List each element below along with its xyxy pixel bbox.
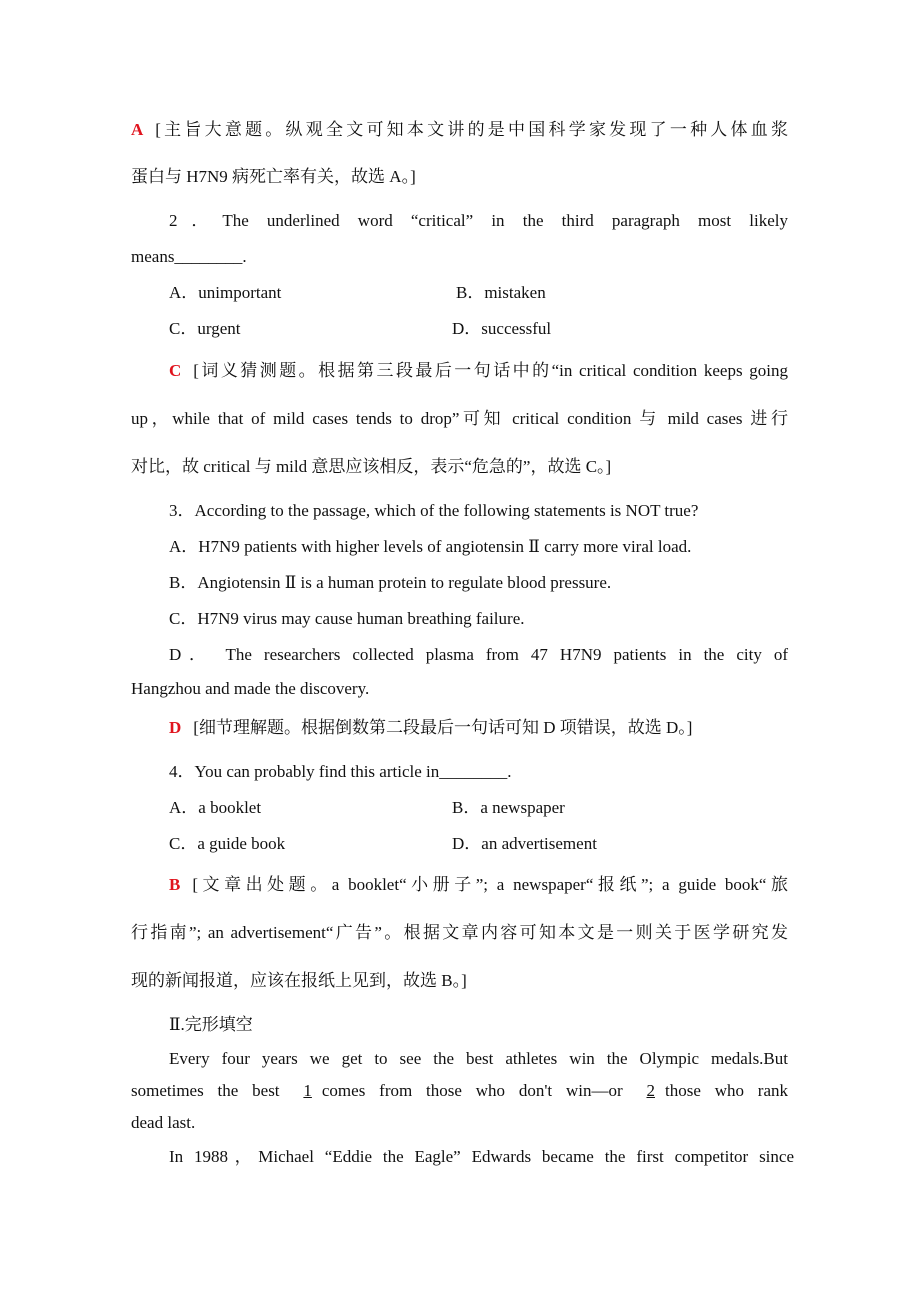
answer-letter: B xyxy=(169,875,181,894)
q2-answer-line: 对比，故 critical 与 mild 意思应该相反，表示“危急的”，故选 C。] xyxy=(131,457,612,476)
q4-option-c: C．a guide book xyxy=(169,834,286,853)
q3-option-a: A．H7N9 patients with higher levels of angiotensin Ⅱ carry more viral load. xyxy=(169,537,692,556)
answer-text: [主旨大意题。纵观全文可知本文讲的是中国科学家发现了一种人体血浆 xyxy=(155,120,788,139)
answer-text: [细节理解题。根据倒数第二段最后一句话可知 D 项错误，故选 D。] xyxy=(193,718,693,737)
answer-letter: A xyxy=(131,120,144,139)
q3-stem: 3．According to the passage, which of the following statements is NOT true? xyxy=(169,501,699,520)
answer-letter: C xyxy=(169,361,182,380)
q2-stem: 2．The underlined word “critical” in the third paragraph most likely xyxy=(169,211,788,230)
blank-1: 1 xyxy=(303,1081,312,1100)
q2-stem: means________. xyxy=(131,247,247,266)
q2-option-a: A．unimportant xyxy=(169,283,282,302)
answer-text: [词义猜测题。根据第三段最后一句话中的“in critical condition keeps going xyxy=(193,361,788,380)
q1-answer-line xyxy=(131,120,788,140)
q3-option-c: C．H7N9 virus may cause human breathing failure. xyxy=(169,609,525,628)
answer-letter: D xyxy=(169,718,182,737)
q1-answer-line: 蛋白与 H7N9 病死亡率有关，故选 A。] xyxy=(131,167,416,186)
passage-line: dead last. xyxy=(131,1113,196,1132)
q3-answer-line xyxy=(169,718,692,738)
blank-2: 2 xyxy=(646,1081,655,1100)
q4-answer-line: 现的新闻报道，应该在报纸上见到，故选 B。] xyxy=(131,971,467,990)
q3-option-d-cont: Hangzhou and made the discovery. xyxy=(131,679,370,698)
passage-text: sometimes the best xyxy=(131,1081,280,1100)
q2-option-d: D．successful xyxy=(452,319,552,338)
q4-answer-line xyxy=(169,875,788,895)
passage-line xyxy=(131,1081,788,1101)
q3-option-d: D． The researchers collected plasma from 47 H7N9 patients in the city of xyxy=(169,645,788,664)
section-title: Ⅱ.完形填空 xyxy=(169,1015,253,1034)
q4-stem: 4．You can probably find this article in________. xyxy=(169,762,512,781)
q4-option-a: A．a booklet xyxy=(169,798,262,817)
passage-text: those who rank xyxy=(664,1081,789,1100)
answer-text: [文章出处题。a booklet“小册子”; a newspaper“报纸”; a guide book“旅 xyxy=(192,875,788,894)
q2-option-c: C．urgent xyxy=(169,319,241,338)
q4-answer-line: 行指南”; an advertisement“广告”。根据文章内容可知本文是一则关于医学研究发 xyxy=(131,923,788,942)
q3-option-b: B．Angiotensin Ⅱ is a human protein to regulate blood pressure. xyxy=(169,573,612,592)
passage-text: comes from those who don't win—or xyxy=(321,1081,623,1100)
q4-option-b: B．a newspaper xyxy=(452,798,565,817)
q4-option-d: D．an advertisement xyxy=(452,834,597,853)
q2-answer-line xyxy=(169,361,788,381)
passage-line: In 1988，Michael “Eddie the Eagle” Edwards became the first competitor since xyxy=(169,1147,794,1166)
passage-line: Every four years we get to see the best athletes win the Olympic medals.But xyxy=(169,1049,788,1068)
q2-option-b: B．mistaken xyxy=(456,283,546,302)
q2-answer-line: up，while that of mild cases tends to drop”可知 critical condition 与 mild cases 进行 xyxy=(131,409,788,428)
